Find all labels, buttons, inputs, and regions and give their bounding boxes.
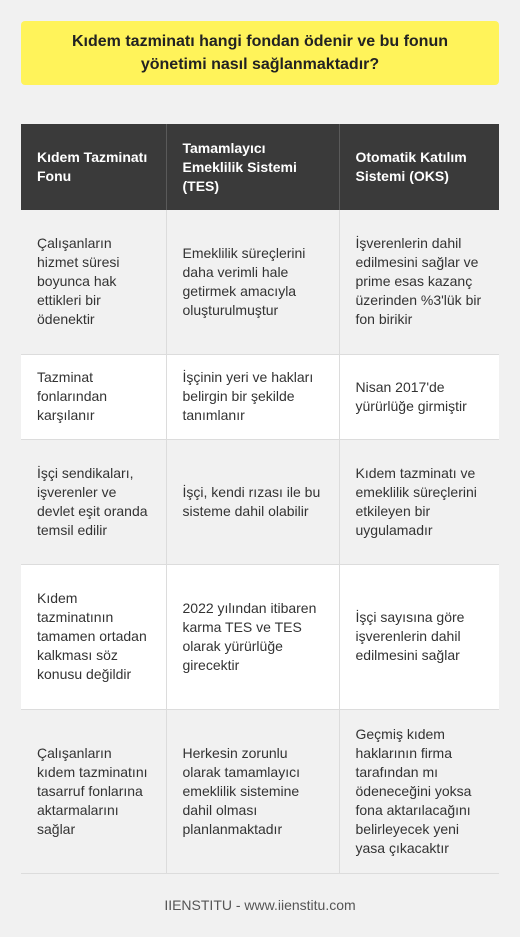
table-cell: 2022 yılından itibaren karma TES ve TES olarak yürürlüğe girecektir <box>166 564 339 709</box>
footer-credit: IIENSTITU - www.iienstitu.com <box>164 897 356 913</box>
table-cell: İşçi sayısına göre işverenlerin dahil edilmesini sağlar <box>339 564 499 709</box>
table-header-row <box>21 124 499 210</box>
table-cell: İşçi, kendi rızası ile bu sisteme dahil olabilir <box>166 439 339 564</box>
comparison-table <box>21 124 499 874</box>
table-cell: Çalışanların hizmet süresi boyunca hak ettikleri bir ödenektir <box>21 210 166 354</box>
table-cell: Herkesin zorunlu olarak tamamlayıcı emeklilik sistemine dahil olması planlanmaktadır <box>166 709 339 873</box>
table-row <box>21 210 499 354</box>
header-oks: Otomatik Katılım Sistemi (OKS) <box>339 124 499 210</box>
table-cell: İşçinin yeri ve hakları belirgin bir şekilde tanımlanır <box>166 354 339 439</box>
table-cell: Çalışanların kıdem tazminatını tasarruf fonlarına aktarmalarını sağlar <box>21 709 166 873</box>
page-title: Kıdem tazminatı hangi fondan ödenir ve bu fonun yönetimi nasıl sağlanmaktadır? <box>72 33 448 73</box>
table-cell: Emeklilik süreçlerini daha verimli hale getirmek amacıyla oluşturulmuştur <box>166 210 339 354</box>
table-cell: İşverenlerin dahil edilmesini sağlar ve prime esas kazanç üzerinden %3'lük bir fon birikir <box>339 210 499 354</box>
table-cell: Tazminat fonlarından karşılanır <box>21 354 166 439</box>
table-cell: Nisan 2017'de yürürlüğe girmiştir <box>339 354 499 439</box>
table-cell: Kıdem tazminatı ve emeklilik süreçlerini etkileyen bir uygulamadır <box>339 439 499 564</box>
table-row <box>21 354 499 439</box>
header-kidem-fonu: Kıdem Tazminatı Fonu <box>21 124 166 210</box>
table-row <box>21 709 499 873</box>
table-row <box>21 564 499 709</box>
table-row <box>21 439 499 564</box>
table-cell: Kıdem tazminatının tamamen ortadan kalkması söz konusu değildir <box>21 564 166 709</box>
table-cell: Geçmiş kıdem haklarının firma tarafından mı ödeneceğini yoksa fona aktarılacağını belirleyecek yeni yasa çıkacaktır <box>339 709 499 873</box>
header-tes: Tamamlayıcı Emeklilik Sistemi (TES) <box>166 124 339 210</box>
table-cell: İşçi sendikaları, işverenler ve devlet eşit oranda temsil edilir <box>21 439 166 564</box>
title-banner <box>21 21 499 85</box>
